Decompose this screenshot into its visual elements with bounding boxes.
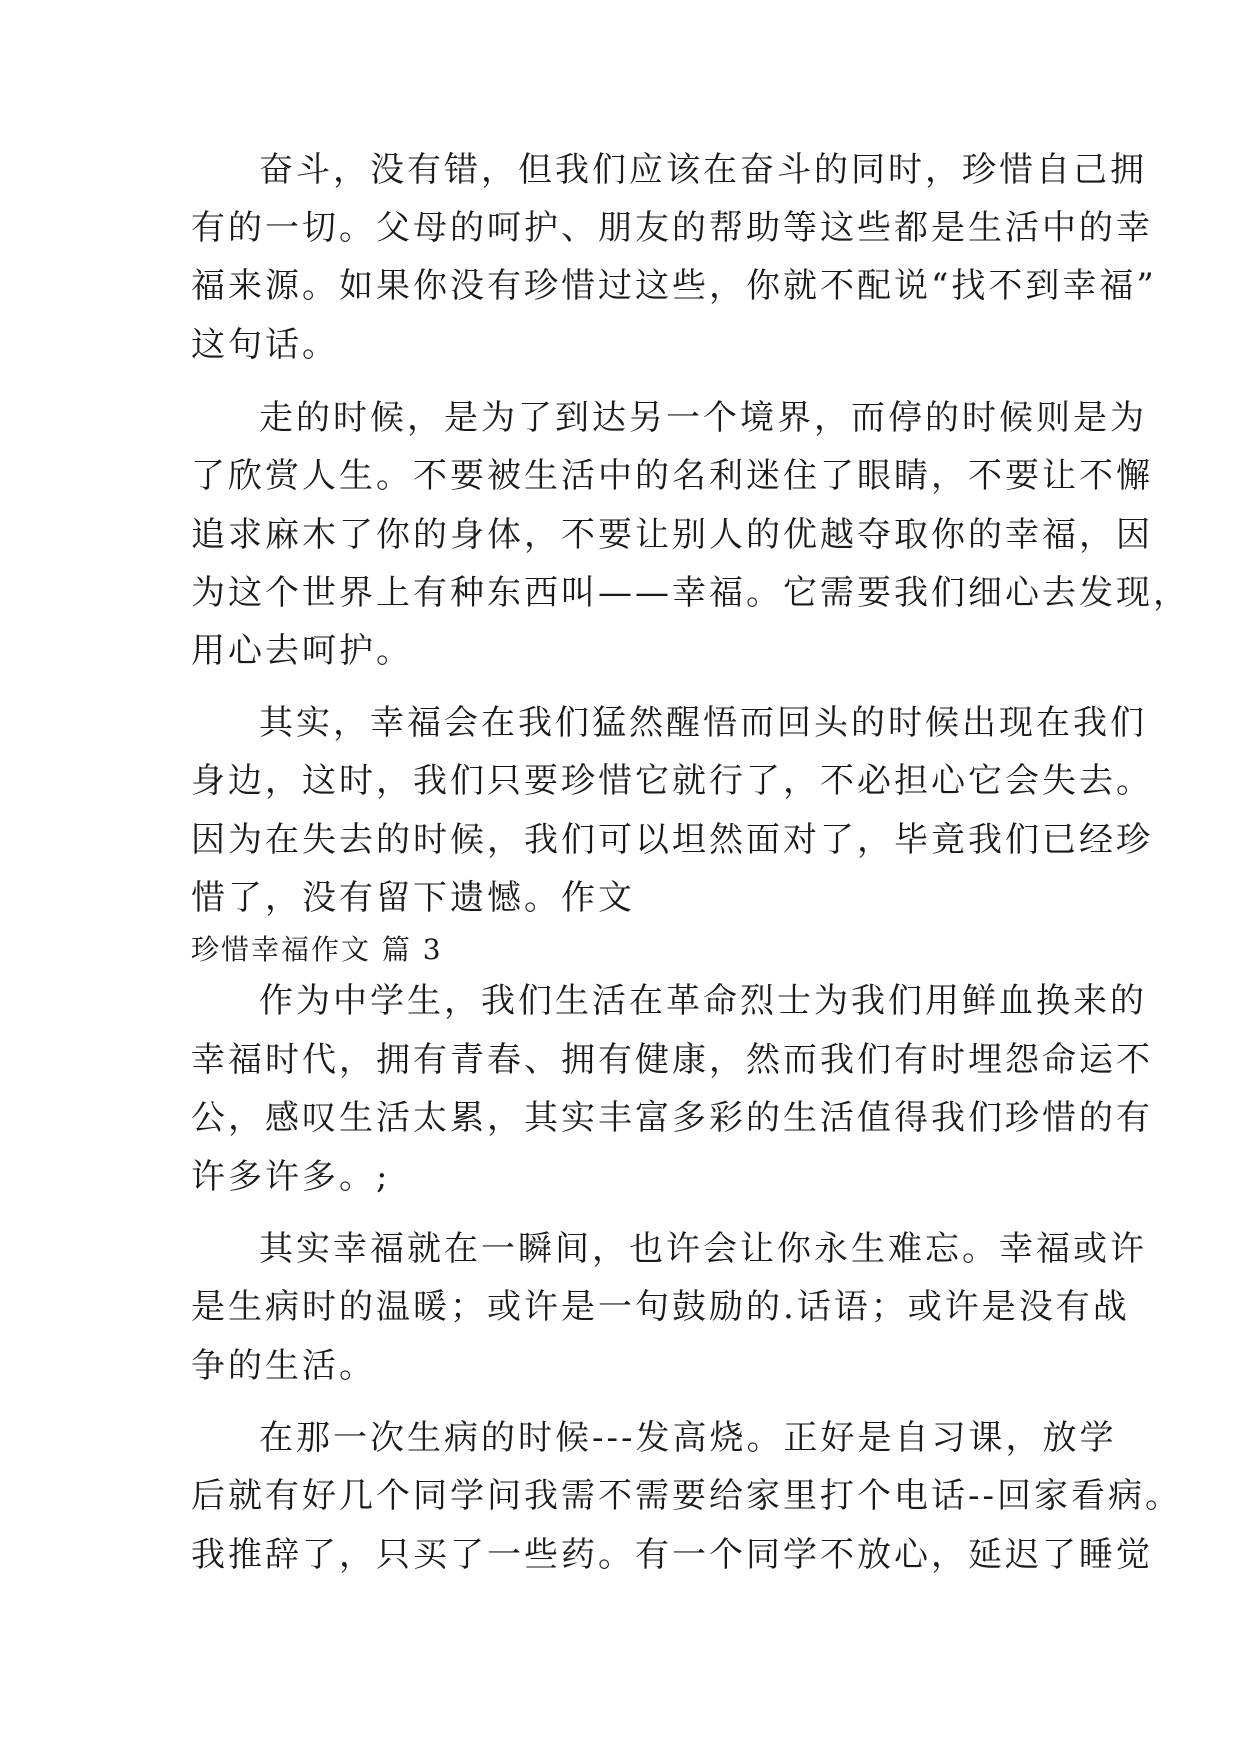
paragraph-line: 许多许多。;	[191, 1157, 391, 1197]
paragraph-line: 走的时候，是为了到达另一个境界，而停的时候则是为	[259, 398, 1147, 438]
paragraph-line: 这句话。	[191, 325, 339, 365]
paragraph-line: 在那一次生病的时候---发高烧。正好是自习课，放学	[259, 1418, 1117, 1458]
paragraph-line: 了欣赏人生。不要被生活中的名利迷住了眼睛，不要让不懈	[191, 456, 1153, 496]
paragraph-line: 其实，幸福会在我们猛然醒悟而回头的时候出现在我们	[259, 703, 1147, 743]
paragraph-line: 后就有好几个同学问我需不需要给家里打个电话--回家看病。	[191, 1476, 1182, 1516]
paragraph-line: 为这个世界上有种东西叫——幸福。它需要我们细心去发现，	[191, 573, 1190, 613]
paragraph-line: 公，感叹生活太累，其实丰富多彩的生活值得我们珍惜的有	[191, 1098, 1153, 1138]
paragraph-line: 其实幸福就在一瞬间，也许会让你永生难忘。幸福或许	[259, 1229, 1147, 1269]
paragraph-line: 作为中学生，我们生活在革命烈士为我们用鲜血换来的	[259, 981, 1147, 1021]
paragraph-line: 追求麻木了你的身体，不要让别人的优越夺取你的幸福，因	[191, 515, 1153, 555]
paragraph-line: 身边，这时，我们只要珍惜它就行了，不必担心它会失去。	[191, 761, 1153, 801]
paragraph-line: 福来源。如果你没有珍惜过这些，你就不配说“找不到幸福”	[191, 266, 1157, 306]
paragraph-line: 幸福时代，拥有青春、拥有健康，然而我们有时埋怨命运不	[191, 1040, 1153, 1080]
paragraph-line: 奋斗，没有错，但我们应该在奋斗的同时，珍惜自己拥	[259, 150, 1147, 190]
paragraph-line: 用心去呵护。	[191, 631, 413, 671]
paragraph-line: 是生病时的温暖；或许是一句鼓励的.话语；或许是没有战	[191, 1287, 1130, 1327]
paragraph-line: 因为在失去的时候，我们可以坦然面对了，毕竟我们已经珍	[191, 820, 1153, 860]
paragraph-line: 争的生活。	[191, 1346, 376, 1386]
section-heading: 珍惜幸福作文 篇 3	[191, 933, 443, 966]
paragraph-line: 惜了，没有留下遗憾。作文	[191, 878, 635, 918]
paragraph-line: 我推辞了，只买了一些药。有一个同学不放心，延迟了睡觉	[191, 1535, 1153, 1575]
paragraph-line: 有的一切。父母的呵护、朋友的帮助等这些都是生活中的幸	[191, 208, 1153, 248]
